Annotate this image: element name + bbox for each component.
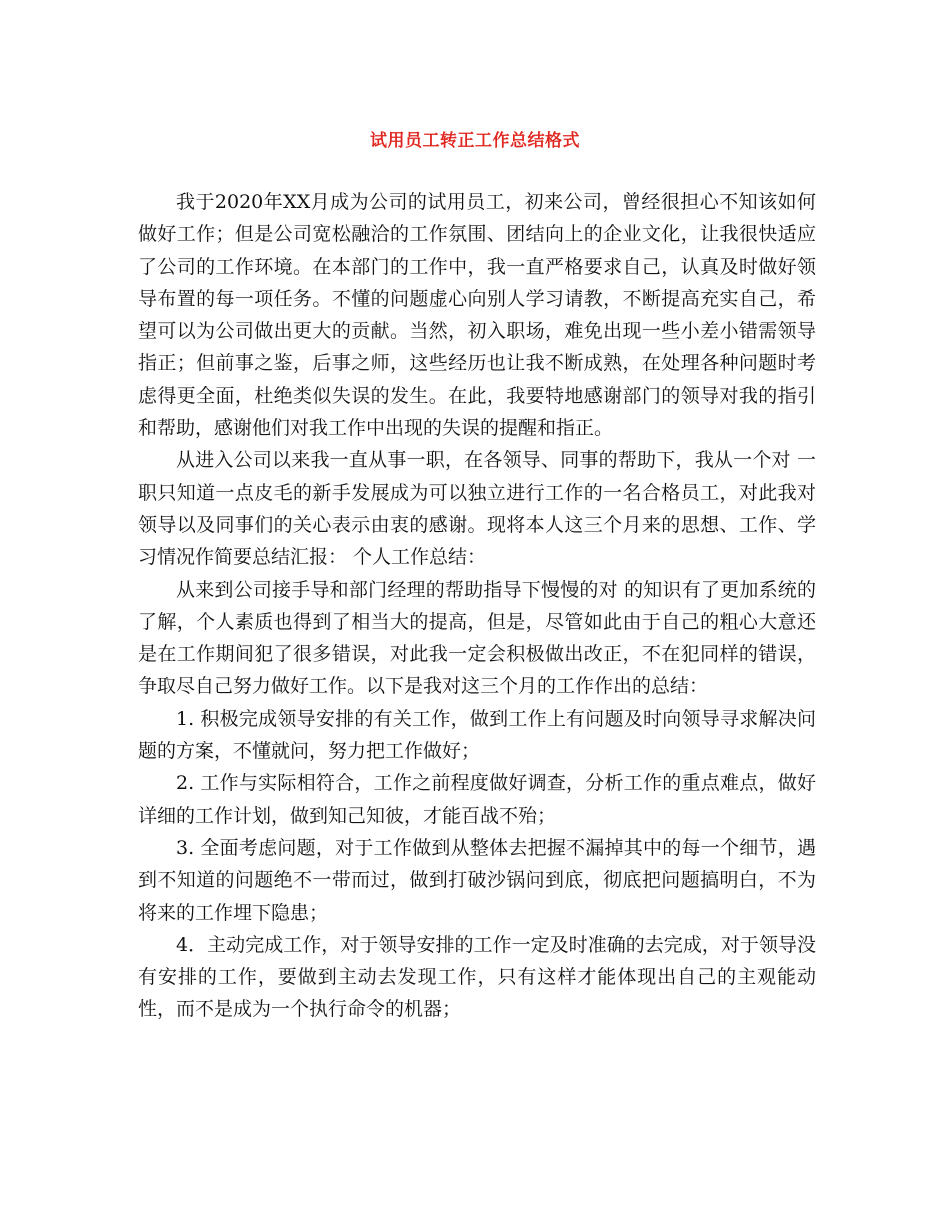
paragraph-intro: 我于2020年XX月成为公司的试用员工，初来公司，曾经很担心不知该如何做好工作；但是公司宽松融洽的工作氛围、团结向上的企业文化，让我很快适应了公司的工作环境。在本部门的工作中，我一直严格要求自己，认真及时做好领导布置的每一项任务。不懂的问题虚心向别人学习请教，不断提高充实自己，希望可以为公司做出更大的贡献。当然，初入职场，难免出现一些小差小错需领导指正；但前事之鉴，后事之师，这些经历也让我不断成熟，在处理各种问题时考虑得更全面，杜绝类似失误的发生。在此，我要特地感谢部门的领导对我的指引和帮助，感谢他们对我工作中出现的失误的提醒和指正。 [138,191,816,440]
list-item-4: 4．主动完成工作，对于领导安排的工作一定及时准确的去完成，对于领导没有安排的工作，要做到主动去发现工作，只有这样才能体现出自己的主观能动性，而不是成为一个执行命令的机器； [138,933,816,1021]
document-body [138,186,816,1026]
list-item-2: 2. 工作与实际相符合，工作之前程度做好调查，分析工作的重点难点，做好详细的工作计划，做到知己知彼，才能百战不殆； [138,772,816,827]
document-title: 试用员工转正工作总结格式 [370,131,580,151]
paragraph-position: 从进入公司以来我一直从事一职，在各领导、同事的帮助下，我从一个对 一职只知道一点皮毛的新手发展成为可以独立进行工作的一名合格员工，对此我对领导以及同事们的关心表示由衷的感谢。现将本人这三个月来的思想、工作、学习情况作简要总结汇报： 个人工作总结： [138,449,816,569]
list-item-3: 3. 全面考虑问题，对于工作做到从整体去把握不漏掉其中的每一个细节，遇到不知道的问题绝不一带而过，做到打破沙锅问到底，彻底把问题搞明白，不为将来的工作埋下隐患； [138,836,816,924]
paragraph-summary-lead: 从来到公司接手导和部门经理的帮助指导下慢慢的对 的知识有了更加系统的了解，个人素质也得到了相当大的提高，但是，尽管如此由于自己的粗心大意还是在工作期间犯了很多错误，对此我一定会积极做出改正，不在犯同样的错误，争取尽自己努力做好工作。以下是我对这三个月的工作作出的总结： [138,578,816,698]
list-item-1: 1. 积极完成领导安排的有关工作，做到工作上有问题及时向领导寻求解决问题的方案，不懂就问，努力把工作做好； [138,707,816,763]
